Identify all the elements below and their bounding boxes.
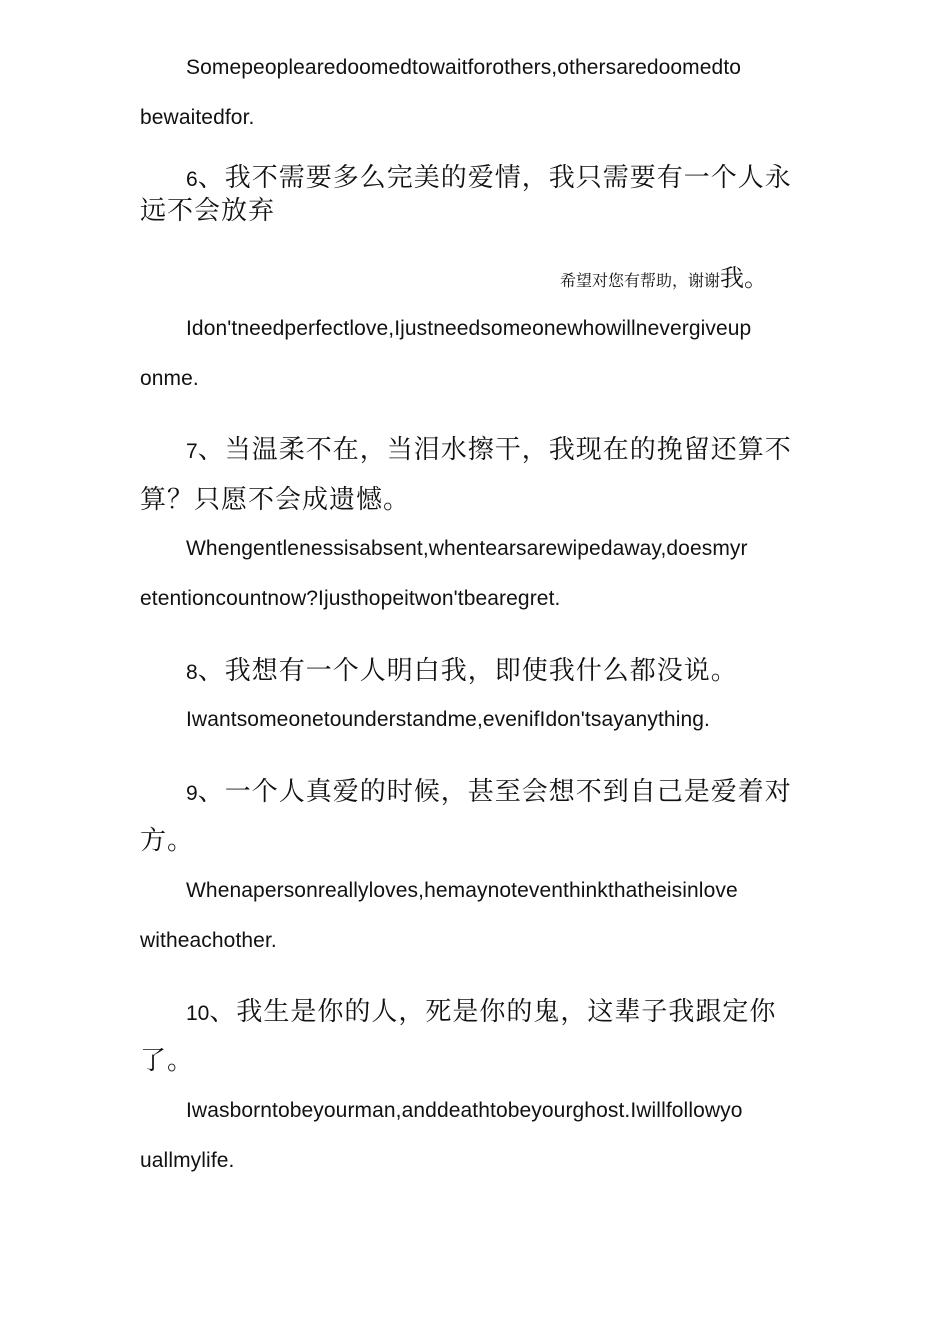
chinese-text: 、我生是你的人，死是你的鬼，这辈子我跟定你 [209,997,777,1027]
english-text-line: bewaitedfor. [140,106,255,129]
chinese-heading-line [186,429,792,466]
item-number: 8 [186,661,198,684]
item-number: 10 [186,1002,210,1025]
chinese-text: 、一个人真爱的时候，甚至会想不到自己是爱着对 [197,777,792,807]
english-text-line: Whengentlenessisabsent,whentearsarewipedaway,doesmyr [186,537,748,560]
note-text-small: 希望对您有帮助，谢谢 [560,271,721,290]
english-text-line: Idon'tneedperfectlove,Ijustneedsomeonewhowillnevergiveup [186,317,752,340]
chinese-text-line: 算？只愿不会成遗憾。 [140,485,411,515]
english-text-line: witheachother. [140,929,277,952]
chinese-text-line: 了。 [140,1046,195,1076]
chinese-text: 、当温柔不在，当泪水擦干，我现在的挽留还算不 [197,435,792,465]
english-text-line: Whenapersonreallyloves,hemaynoteventhinkthatheisinlove [186,879,738,902]
chinese-heading-line [186,157,792,194]
english-text-line: Somepeoplearedoomedtowaitforothers,othersaredoomedto [186,56,742,79]
chinese-text: 、我想有一个人明白我，即使我什么都没说。 [197,656,738,686]
item-number: 7 [186,440,198,463]
chinese-text: 、我不需要多么完美的爱情，我只需要有一个人永 [197,163,792,193]
note-text-big: 我。 [720,264,769,292]
chinese-text-line: 远不会放弃 [140,196,276,226]
item-number: 6 [186,168,198,191]
item-number: 9 [186,782,198,805]
english-text-line: etentioncountnow?Ijusthopeitwon'tbearegret. [140,587,561,610]
chinese-heading-line [186,991,776,1028]
english-text-line: Iwantsomeonetounderstandme,evenifIdon'tsayanything. [186,708,710,731]
chinese-text-line: 方。 [140,826,195,856]
english-text-line: onme. [140,367,199,390]
english-text-line: Iwasborntobeyourman,anddeathtobeyourghost.Iwillfollowyo [186,1099,743,1122]
english-text-line: uallmylife. [140,1149,235,1172]
chinese-heading-line [186,771,792,808]
note-line [560,258,768,293]
chinese-heading-line [186,650,738,687]
